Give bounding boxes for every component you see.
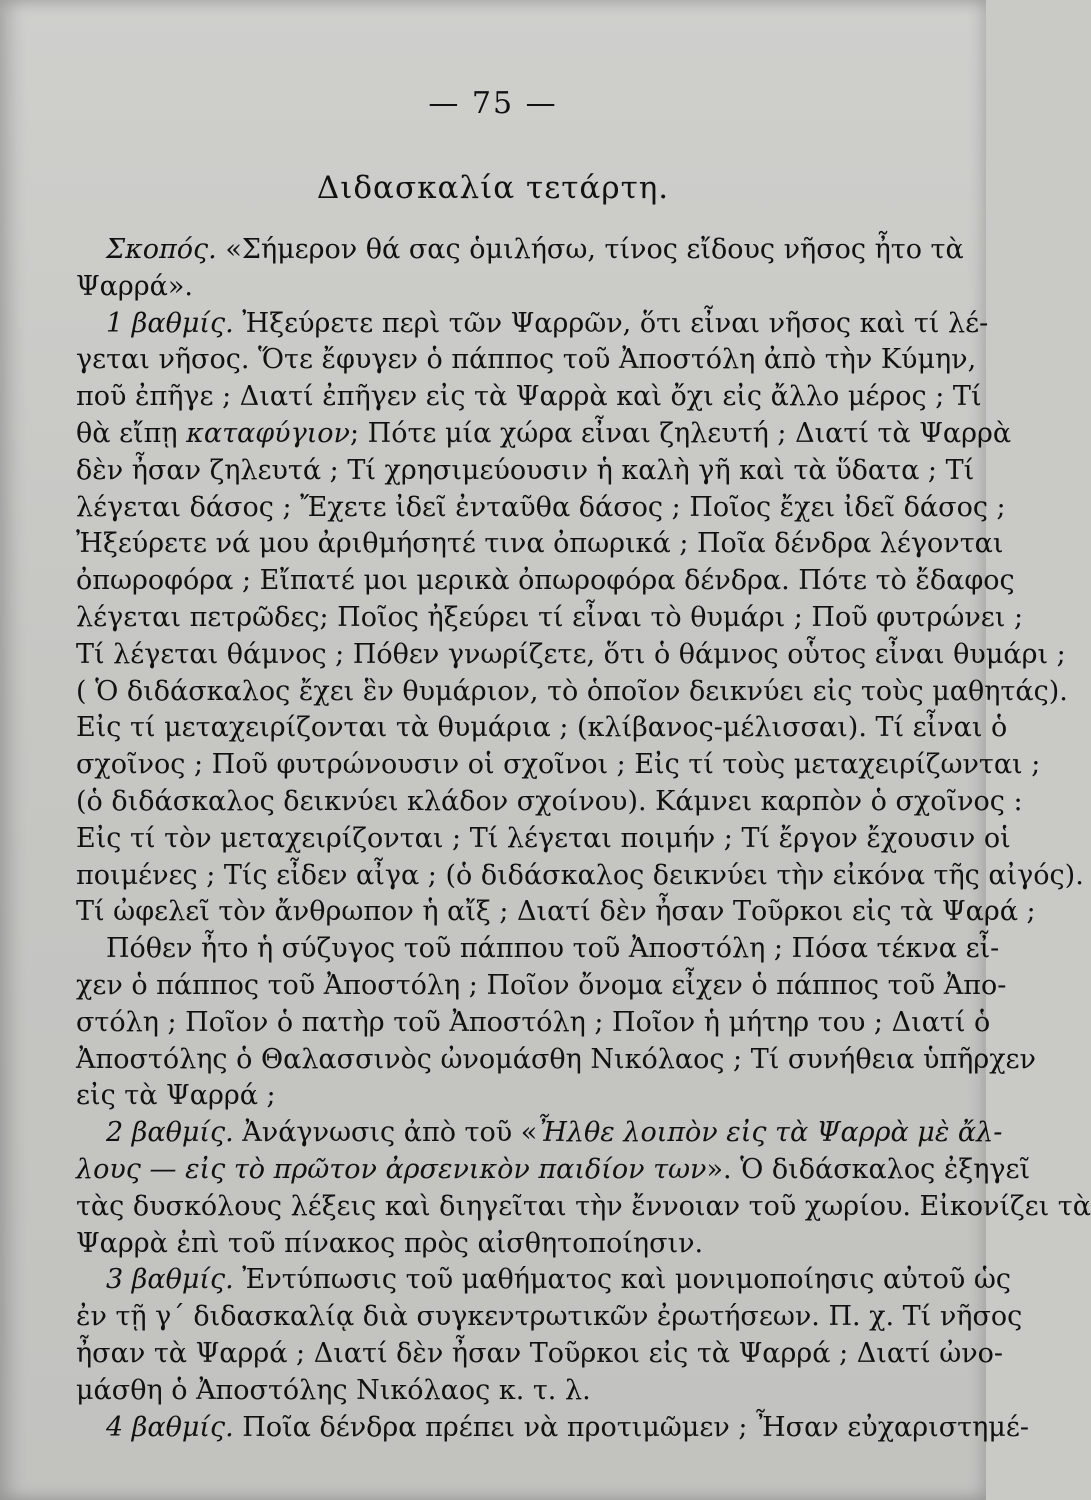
line-text: Ἀνάγνωσις ἀπὸ τοῦ «: [233, 1117, 538, 1149]
line-text: Εἰς τί τὸν μεταχειρίζονται ; Τί λέγεται ποιμήν ; Τί ἔργον ἔχουσιν οἱ: [76, 822, 1011, 854]
line-text: Ἠξεύρετε περὶ τῶν Ψαρρῶν, ὅτι εἶναι νῆσος καὶ τί λέ-: [233, 307, 989, 339]
line-text: ποιμένες ; Τίς εἶδεν αἶγα ; (ὁ διδάσκαλος δεικνύει τὴν εἰκόνα τῆς αἰγός).: [76, 859, 1084, 891]
line-text: λέγεται πετρῶδες; Ποῖος ἠξεύρει τί εἶναι τὸ θυμάρι ; Ποῦ φυτρώνει ;: [76, 601, 1024, 633]
line-text-tail: ». Ὁ διδάσκαλος ἐξηγεῖ: [706, 1153, 1031, 1185]
italic-text: καταφύγιον: [186, 417, 350, 449]
page-body-text: [76, 232, 1091, 1446]
text-line: [76, 306, 989, 343]
line-text: θὰ εἴπῃ: [76, 417, 187, 449]
line-text: χεν ὁ πάππος τοῦ Ἀποστόλη ; Ποῖον ὄνομα εἶχεν ὁ πάππος τοῦ Ἀπο-: [76, 969, 1007, 1001]
paragraph: [76, 306, 1084, 1116]
text-line: [76, 1152, 1031, 1189]
text-line: [76, 416, 1012, 453]
text-line: [76, 1373, 860, 1410]
line-text: ὀπωροφόρα ; Εἴπατέ μοι μερικὰ ὀπωροφόρα δένδρα. Πότε τὸ ἔδαφος: [76, 565, 1015, 597]
line-text: Τί λέγεται θάμνος ; Πόθεν γνωρίζετε, ὅτι ὁ θάμνος οὗτος εἶναι θυμάρι ;: [76, 638, 1066, 670]
line-text: γεται νῆσος. Ὅτε ἔφυγεν ὁ πάππος τοῦ Ἀποστόλη ἀπὸ τὴν Κύμην,: [76, 344, 977, 376]
paragraph: [76, 232, 964, 306]
step-label: 2 βαθμίς.: [106, 1117, 234, 1149]
step-label: 3 βαθμίς.: [106, 1264, 234, 1296]
text-line: [76, 747, 1041, 784]
text-line: [76, 1189, 1091, 1226]
text-line: [76, 1299, 1023, 1336]
text-line: [76, 637, 1066, 674]
line-text: Ποῖα δένδρα πρέπει νὰ προτιμῶμεν ; Ἦσαν εὐχαριστημέ-: [233, 1411, 1029, 1443]
text-line: [76, 1042, 1036, 1079]
line-text: εἰς τὰ Ψαρρά ;: [76, 1080, 276, 1112]
line-text: Ἐντύπωσις τοῦ μαθήματος καὶ μονιμοποίησις αὐτοῦ ὡς: [233, 1264, 1011, 1296]
text-line: [76, 931, 1000, 968]
line-text: Ψαρρά».: [76, 270, 193, 302]
line-text: (ὁ διδάσκαλος δεικνύει κλάδον σχοίνου). Κάμνει καρπὸν ὁ σχοῖνος :: [76, 785, 1023, 817]
text-line: [76, 453, 975, 490]
text-line: [76, 1410, 1029, 1447]
line-text: δὲν ἦσαν ζηλευτά ; Τί χρησιμεύουσιν ἡ καλὴ γῆ καὶ τὰ ὕδατα ; Τί: [76, 454, 975, 486]
text-line: [76, 1262, 1011, 1299]
lesson-heading: Διδασκαλία τετάρτη.: [316, 170, 670, 206]
line-text: ἦσαν τὰ Ψαρρά ; Διατί δὲν ἦσαν Τοῦρκοι εἰς τὰ Ψαρρά ; Διατί ὠνο-: [76, 1337, 1004, 1369]
text-line: [76, 379, 982, 416]
text-line: [76, 1115, 1003, 1152]
text-line: [76, 563, 1015, 600]
paragraph: [76, 1410, 1029, 1447]
text-line: [76, 858, 1084, 895]
text-line: [76, 821, 1011, 858]
text-line: [76, 1005, 991, 1042]
step-label: 4 βαθμίς.: [106, 1411, 234, 1443]
line-text: στόλη ; Ποῖον ὁ πατὴρ τοῦ Ἀποστόλη ; Ποῖον ἡ μήτηρ του ; Διατί ὁ: [76, 1006, 991, 1038]
line-text: Τί ὠφελεῖ τὸν ἄνθρωπον ἡ αἴξ ; Διατί δὲν ἦσαν Τοῦρκοι εἰς τὰ Ψαρά ;: [76, 896, 1036, 928]
text-line: [76, 526, 1004, 563]
text-line: [76, 490, 1006, 527]
text-line: [76, 232, 964, 269]
paragraph: [76, 1262, 1023, 1409]
text-line: [76, 1078, 860, 1115]
line-text: ποῦ ἐπῆγε ; Διατί ἐπῆγεν εἰς τὰ Ψαρρὰ καὶ ὄχι εἰς ἄλλο μέρος ; Τί: [76, 381, 982, 413]
text-line: [76, 1226, 860, 1263]
italic-text: λους — εἰς τὸ πρῶτον ἀρσενικὸν παιδίον των: [76, 1153, 707, 1185]
text-line: [76, 600, 1024, 637]
line-text: Πόθεν ἦτο ἡ σύζυγος τοῦ πάππου τοῦ Ἀποστόλη ; Πόσα τέκνα εἶ-: [106, 933, 1000, 965]
italic-text: Ἦλθε λοιπὸν εἰς τὰ Ψαρρὰ μὲ ἄλ-: [537, 1117, 1003, 1149]
line-text: Ἠξεύρετε νά μου ἀριθμήσητέ τινα ὀπωρικά ; Ποῖα δένδρα λέγονται: [76, 528, 1004, 560]
line-text: μάσθη ὁ Ἀποστόλης Νικόλαος κ. τ. λ.: [76, 1374, 591, 1406]
line-text: τὰς δυσκόλους λέξεις καὶ διηγεῖται τὴν ἔννοιαν τοῦ χωρίου. Εἰκονίζει τὰ: [76, 1190, 1091, 1222]
line-text: Εἰς τί μεταχειρίζονται τὰ θυμάρια ; (κλίβανος-μέλισσαι). Τί εἶναι ὁ: [76, 712, 1008, 744]
line-text: ἐν τῇ γ΄ διδασκαλίᾳ διὰ συγκεντρωτικῶν ἐρωτήσεων. Π. χ. Τί νῆσος: [76, 1301, 1023, 1333]
text-line: [76, 1336, 1004, 1373]
paragraph: [76, 1115, 1091, 1262]
text-line: [76, 894, 1036, 931]
step-label: 1 βαθμίς.: [106, 307, 234, 339]
line-text: σχοῖνος ; Ποῦ φυτρώνουσιν οἱ σχοῖνοι ; Εἰς τί τοὺς μεταχειρίζωνται ;: [76, 749, 1041, 781]
line-text: ( Ὁ διδάσκαλος ἔχει ἓν θυμάριον, τὸ ὁποῖον δεικνύει εἰς τοὺς μαθητάς).: [76, 675, 1068, 707]
text-line: [76, 968, 1007, 1005]
text-line: [76, 342, 977, 379]
line-text: «Σήμερον θά σας ὁμιλήσω, τίνος εἴδους νῆσος ἦτο τὰ: [216, 234, 964, 265]
line-text: λέγεται δάσος ; Ἔχετε ἰδεῖ ἐνταῦθα δάσος ; Ποῖος ἔχει ἰδεῖ δάσος ;: [76, 491, 1006, 523]
text-line: [76, 674, 1068, 711]
line-text: Ψαρρὰ ἐπὶ τοῦ πίνακος πρὸς αἰσθητοποίησιν.: [76, 1227, 704, 1259]
text-line: [76, 784, 1023, 821]
step-label: Σκοπός.: [106, 234, 217, 265]
line-text-tail: ; Πότε μία χώρα εἶναι ζηλευτή ; Διατί τὰ Ψαρρὰ: [349, 417, 1012, 449]
text-line: [76, 710, 1008, 747]
line-text: Ἀποστόλης ὁ Θαλασσινὸς ὠνομάσθη Νικόλαος ; Τί συνήθεια ὑπῆρχεν: [76, 1043, 1036, 1075]
text-line: [76, 269, 860, 306]
page-number: — 75 —: [428, 86, 558, 121]
